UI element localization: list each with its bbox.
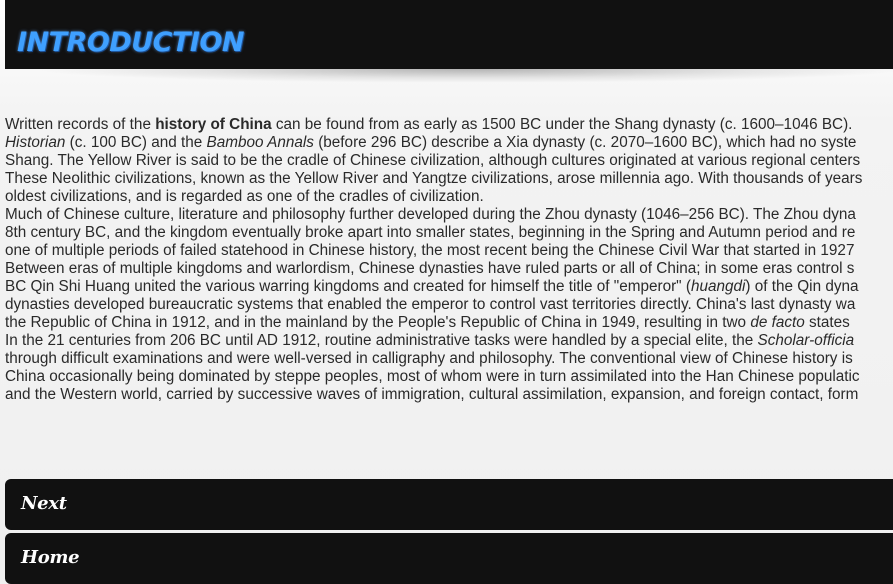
text-run: BC Qin Shi Huang united the various warring kingdoms and created for himself the title of "emperor" ( bbox=[5, 278, 691, 295]
next-button-label: Next bbox=[21, 493, 67, 514]
article-line bbox=[5, 206, 893, 224]
text-run: China occasionally being dominated by steppe peoples, most of whom were in turn assimilated into the Han Chinese populatic bbox=[5, 368, 860, 385]
article-line bbox=[5, 278, 893, 296]
text-run: (c. 100 BC) and the bbox=[65, 134, 207, 151]
bold-text: history of China bbox=[155, 116, 272, 133]
text-run: Shang. The Yellow River is said to be the cradle of Chinese civilization, although cultures originated at various regional centers bbox=[5, 152, 861, 169]
text-run: oldest civilizations, and is regarded as one of the cradles of civilization. bbox=[5, 188, 484, 205]
article-paragraph bbox=[5, 206, 893, 260]
article-line bbox=[5, 296, 893, 314]
article-line bbox=[5, 134, 893, 152]
text-run: one of multiple periods of failed statehood in Chinese history, the most recent being the Chinese Civil War that started in 1927 bbox=[5, 242, 855, 259]
article-body bbox=[5, 116, 893, 404]
text-run: Between eras of multiple kingdoms and warlordism, Chinese dynasties have ruled parts or all of China; in some eras control s bbox=[5, 260, 855, 277]
home-button[interactable] bbox=[5, 533, 893, 584]
text-run: and the Western world, carried by successive waves of immigration, cultural assimilation, expansion, and foreign contact, form bbox=[5, 386, 859, 403]
article-line bbox=[5, 368, 893, 386]
home-button-label: Home bbox=[21, 547, 80, 568]
next-button[interactable] bbox=[5, 479, 893, 530]
article-line bbox=[5, 152, 893, 170]
text-run: 8th century BC, and the kingdom eventually broke apart into smaller states, beginning in the Spring and Autumn period and re bbox=[5, 224, 856, 241]
italic-text: de facto bbox=[750, 314, 805, 331]
text-run: Written records of the bbox=[5, 116, 156, 133]
article-paragraph bbox=[5, 260, 893, 332]
text-run: These Neolithic civilizations, known as the Yellow River and Yangtze civilizations, arose millennia ago. With thousands of years bbox=[5, 170, 863, 187]
text-run: (before 296 BC) describe a Xia dynasty (c. 2070–1600 BC), which had no syste bbox=[313, 134, 857, 151]
article-line bbox=[5, 332, 893, 350]
text-run: dynasties developed bureaucratic systems that enabled the emperor to control vast territories directly. China's last dynasty wa bbox=[5, 296, 856, 313]
article-line bbox=[5, 170, 893, 188]
article-paragraph bbox=[5, 332, 893, 404]
article-line bbox=[5, 350, 893, 368]
header-shadow bbox=[30, 69, 893, 83]
article-line bbox=[5, 116, 893, 134]
text-run: ) of the Qin dyna bbox=[745, 278, 859, 295]
article-line bbox=[5, 314, 893, 332]
page-title: INTRODUCTION bbox=[17, 27, 244, 58]
article-line bbox=[5, 260, 893, 278]
text-run: can be found from as early as 1500 BC under the Shang dynasty (c. 1600–1046 BC). bbox=[271, 116, 853, 133]
italic-text: huangdi bbox=[690, 278, 746, 295]
text-run: the Republic of China in 1912, and in the mainland by the People's Republic of China in 1949, resulting in two bbox=[5, 314, 751, 331]
italic-text: Historian bbox=[5, 134, 66, 151]
text-run: through difficult examinations and were well-versed in calligraphy and philosophy. The conventional view of Chinese history is bbox=[5, 350, 853, 367]
italic-text: Bamboo Annals bbox=[206, 134, 314, 151]
article-line bbox=[5, 242, 893, 260]
text-run: In the 21 centuries from 206 BC until AD 1912, routine administrative tasks were handled by a special elite, the bbox=[5, 332, 758, 349]
article-paragraph bbox=[5, 116, 893, 206]
text-run: states bbox=[804, 314, 850, 331]
text-run: Much of Chinese culture, literature and philosophy further developed during the Zhou dynasty (1046–256 BC). The Zhou dyna bbox=[5, 206, 856, 223]
article-line bbox=[5, 224, 893, 242]
italic-text: Scholar-officia bbox=[757, 332, 855, 349]
article-line bbox=[5, 188, 893, 206]
article-line bbox=[5, 386, 893, 404]
